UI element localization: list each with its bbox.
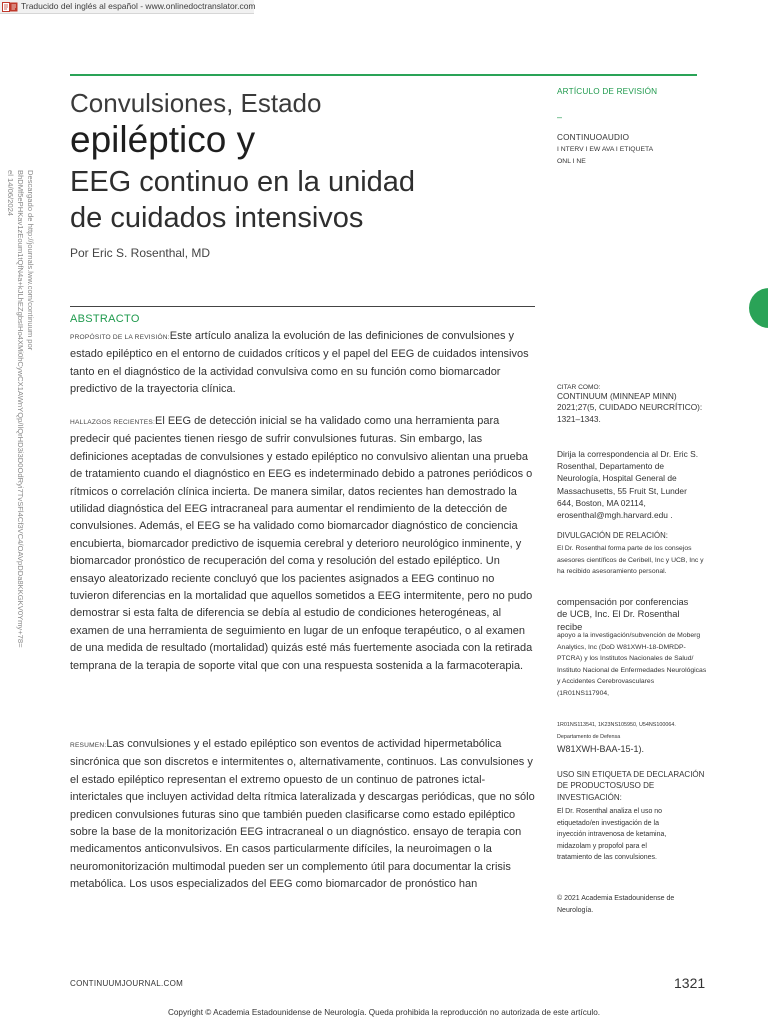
download-note [6,170,37,648]
title-line-2: epiléptico y [70,119,256,160]
footer-copyright: Copyright © Academia Estadounidense de Neurología. Queda prohibida la reproducción no autorizada de este artículo. [167,1008,601,1017]
disclosure-small: El Dr. Rosenthal forma parte de los consejos asesores científicos de Ceribell, Inc y UCB, Inc y ha recibido asesoramiento personal. [557,545,704,576]
correspondence: Dirija la correspondencia al Dr. Eric S. Rosenthal, Departamento de Neurología, Hospital General de Massachusetts, 55 Fruit St, Lunder 644, Boston, MA 02114, erosenthal@mgh.harvard.edu . [557,449,699,521]
grant-numbers: 1R01NS113541, 1K23NS105950, U54NS100064. [557,722,676,728]
interview-label [557,144,707,167]
findings-paragraph [70,413,536,675]
translator-logo-icon [2,2,18,12]
continuo-audio-link[interactable]: CONTINUOAUDIO [557,133,630,142]
summary-paragraph [70,736,536,894]
title-line-4: de cuidados intensivos [70,202,364,234]
page-number: 1321 [674,975,706,991]
summary-text: Las convulsiones y el estado epiléptico son eventos de actividad hipermetabólica sincrónica que son discretos e intermitentes o, alternativamente, continuos. Las convulsiones y el estado epiléptico representan el extremo opuesto de un continuo de patrones ictal-interictales que incluyen actividad delta rítmica lateralizada y descargas periódicas, que no sólo predicen convulsiones futuras sino que también pueden clasificarse como estado epiléptico sobre la base de la monitorización EEG intracraneal o un diagnóstico. ensayo de terapia con medicamentos anticonvulsivos. En casos particularmente difíciles, la neuroimagen o la neuromonitorización multimodal pueden ser un complemento útil para documentar la crisis metabólica. Los usos especializados del EEG como biomarcador de pronóstico han [70,738,535,891]
abstract-heading: ABSTRACTO [70,313,140,325]
interview-line-1: I NTERV I EW AVA I ETIQUETA [557,146,654,153]
findings-text: El EEG de detección inicial se ha validado como una herramienta para predecir qué pacientes tienen riesgo de sufrir convulsiones futuras. Sin embargo, las definiciones aceptadas de convulsiones y estado epiléptico no convulsivo alientan una prueba de tratamiento cuando el diagnóstico en EEG es indeterminado debido a patrones periódicos o rítmicos o correlación clínica incierta. De manera similar, datos recientes han demostrado la utilidad diagnóstica del EEG intracraneal para aumentar el rendimiento de la detección de convulsiones. Además, el EEG se ha validado como biomarcador diagnóstico de conciencia encubierta, biomarcador predictivo de isquemia cerebral y deterioro neurológico inminente, y biomarcador pronóstico de recuperación del coma y resolución del estado epiléptico. Un ensayo aleatorizado reciente concluyó que los pacientes asignados a EEG continuo no tuvieron diferencias en la mortalidad que aquellos sometidos a EEG intermitente, pero no pudo demostrar si esta falta de diferencia se debía al estudio de condiciones heterogéneas, al examen de una herramienta de seguimiento en lugar de un enfoque terapéutico, o al examen de una medida de resultado (mortalidad) quizás esté más fuertemente asociada con la retirada temprana de la terapia de soporte vital que con una respuesta sostenida a la farmacoterapia. [70,415,533,672]
purpose-paragraph [70,328,536,399]
section-tab[interactable] [749,288,768,328]
author: Por Eric S. Rosenthal, MD [70,246,211,260]
offlabel-text: El Dr. Rosenthal analiza el uso no etiquetado/en investigación de la inyección intravenosa de ketamina, midazolam y propofol para el tratamiento de las convulsiones. [557,808,667,862]
interview-line-2: ONL I NE [557,157,586,165]
disclosure-medium: compensación por conferencias de UCB, Inc. El Dr. Rosenthal recibe [557,597,689,632]
dod-label: Departamento de Defensa [557,734,621,740]
sidebar-copyright: © 2021 Academia Estadounidense de Neurología. [557,895,675,914]
findings-lead: HALLAZGOS RECIENTES: [70,419,155,426]
disclosure-small-2: apoyo a la investigación/subvención de Moberg Analytics, Inc (DoD W81XWH-18-DMRDP-PTCRA) y los Institutos Nacionales de Salud/ Instituto Nacional de Enfermedades Neurológicas y Accidentes Cerebrovasculares (1R01NS117904, [557,632,707,697]
translator-banner[interactable] [0,0,254,14]
disclosure-heading: DIVULGACIÓN DE RELACIÓN: [557,531,668,540]
purpose-text: Este artículo analiza la evolución de las definiciones de convulsiones y estado epiléptico en el entorno de cuidados críticos y el papel del EEG de cuidados intensivos tanto en el diagnóstico de la actividad convulsiva como en su función como biomarcador predictivo de la trayectoria clínica. [70,330,529,396]
purpose-lead: PROPÓSITO DE LA REVISIÓN: [70,334,170,341]
article-type-label: ARTÍCULO DE REVISIÓN [557,87,658,96]
dod-grant: W81XWH-BAA-15-1). [557,744,645,754]
title-line-3: EEG continuo en la unidad [70,166,416,198]
title-line-1: Convulsiones, Estado [70,88,322,118]
sidebar-dash: – [557,112,563,122]
cite-text: CONTINUUM (MINNEAP MINN) 2021;27(5, CUIDADO NEURCRÍTICO): 1321–1343. [557,391,703,424]
journal-url[interactable]: CONTINUUMJOURNAL.COM [70,979,184,988]
header-rule [70,74,697,76]
banner-text[interactable]: Traducido del inglés al español - www.onlinedoctranslator.com [21,1,256,11]
title-line-3-4 [70,164,415,236]
summary-lead: RESUMEN: [70,742,107,749]
cite-label: CITAR COMO: [557,384,601,391]
offlabel-heading: USO SIN ETIQUETA DE DECLARACIÓN DE PRODUCTOS/USO DE INVESTIGACIÓN: [557,770,705,802]
download-note-text: Descargado de http://journals.lww.com/continuum por BhDMf5ePHKav1zEoum1tQfN4a+kJLhEZgbsIHo4XMi0hCywCX1AWnYQp/IlQrHD3i3D0OdRyi7TvSFl4Cf3VC4/OAVpDDa8KKGKV0Ymy+78= el 14/06/2024 [6,170,35,648]
abstract-rule [70,306,535,307]
